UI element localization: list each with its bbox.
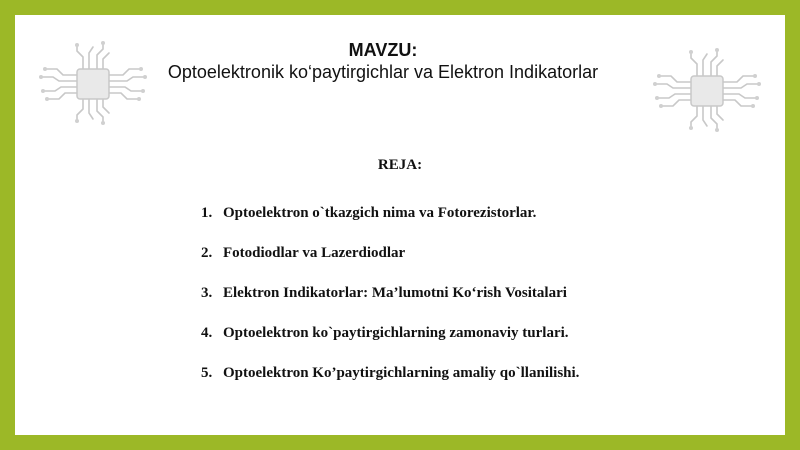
- slide: [15, 15, 785, 435]
- plan-item: [201, 245, 579, 285]
- plan-item-number: 3.: [201, 285, 213, 301]
- slide-subtitle: Optoelektronik ko‘paytirgichlar va Elektron Indikatorlar: [167, 62, 599, 82]
- plan-item-text: Optoelektron ko`paytirgichlarning zamonaviy turlari.: [223, 325, 569, 341]
- plan-item-text: Fotodiodlar va Lazerdiodlar: [223, 245, 406, 261]
- plan-item: [201, 325, 579, 365]
- plan-item: [201, 285, 579, 325]
- plan-item: [201, 365, 579, 405]
- plan-item-number: 4.: [201, 325, 213, 341]
- plan-list: [201, 205, 579, 405]
- circuit-chip-icon: [37, 41, 149, 125]
- plan-heading: REJA:: [377, 157, 423, 173]
- plan-item-text: Optoelektron o`tkazgich nima va Fotorezistorlar.: [223, 205, 537, 221]
- plan-item-number: 2.: [201, 245, 213, 261]
- circuit-chip-icon: [651, 48, 763, 132]
- plan-item-text: Optoelektron Ko’paytirgichlarning amaliy qo`llanilishi.: [223, 365, 580, 381]
- plan-item-number: 1.: [201, 205, 213, 221]
- slide-title: MAVZU:: [348, 40, 418, 60]
- plan-item-text: Elektron Indikatorlar: Ma’lumotni Ko‘rish Vositalari: [223, 285, 567, 301]
- plan-item: [201, 205, 579, 245]
- title-block: [165, 39, 601, 83]
- plan-item-number: 5.: [201, 365, 213, 381]
